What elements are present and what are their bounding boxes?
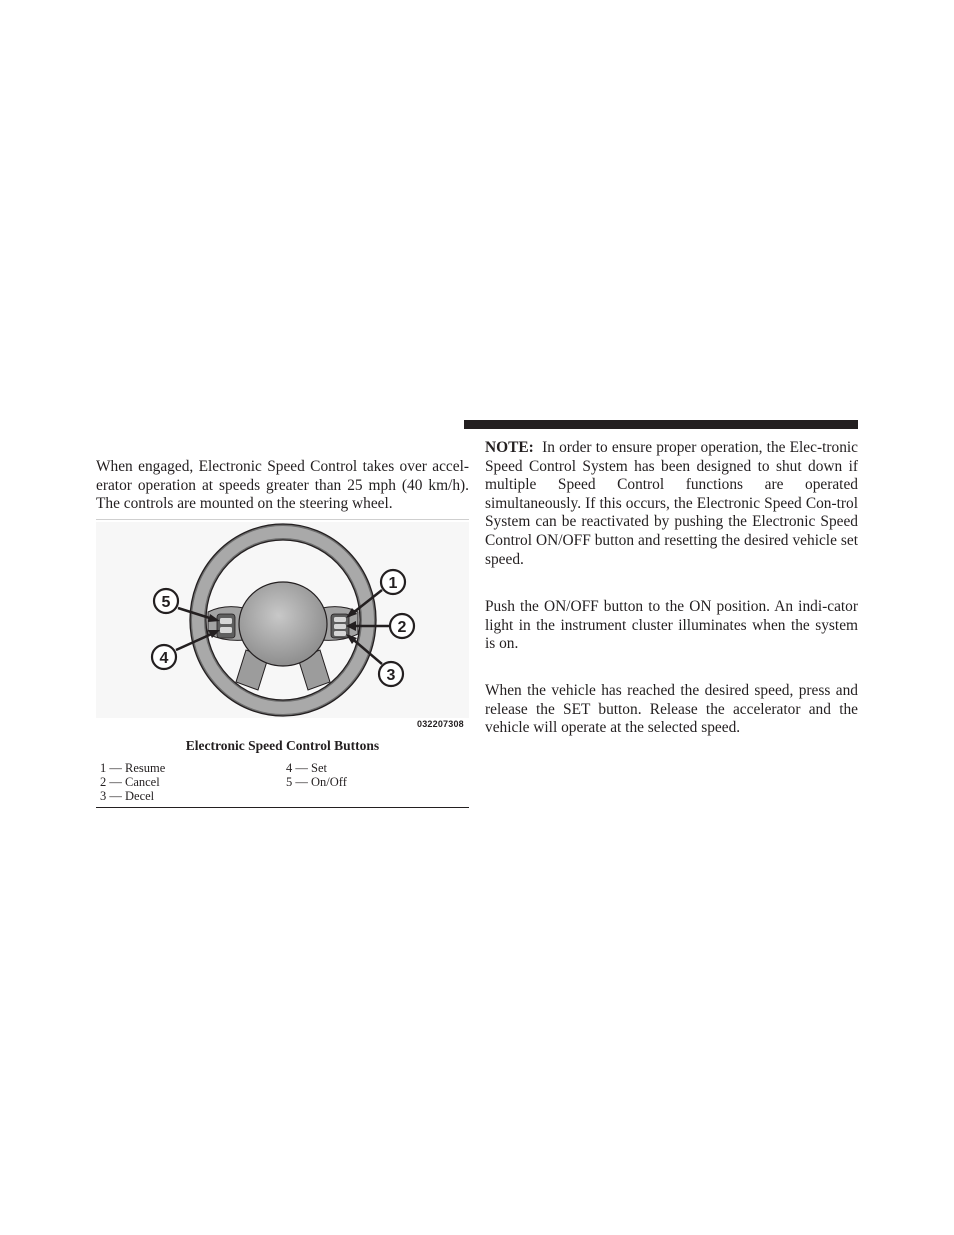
airbag-hub [239, 582, 327, 666]
figure-caption: Electronic Speed Control Buttons [185, 738, 380, 753]
legend-item: 2 — Cancel [100, 775, 160, 789]
figure-code: 032207308 [417, 719, 464, 729]
callout-1-label: 1 [388, 575, 398, 592]
steering-wheel-figure [96, 519, 469, 808]
section-rule [464, 420, 858, 429]
callout-2-label: 2 [397, 619, 407, 636]
set-paragraph: When the vehicle has reached the desired speed, press and release the SET button. Release the accelerator and the vehicle will operate at the selected speed. [485, 682, 858, 737]
legend-item: 1 — Resume [100, 761, 166, 775]
legend-item: 3 — Decel [100, 789, 155, 803]
legend-right [286, 761, 347, 789]
callout-3-label: 3 [386, 667, 396, 684]
callout-4-label: 4 [159, 650, 169, 667]
callout-5-label: 5 [161, 594, 171, 611]
left-button-cluster [217, 614, 235, 638]
note-paragraph [485, 439, 858, 569]
legend-left [100, 761, 165, 803]
intro-paragraph: When engaged, Electronic Speed Control takes over accel-erator operation at speeds greater than 25 mph (40 km/h). The controls are mounted on the steering wheel. [96, 458, 469, 513]
steering-wheel-illustration [96, 522, 469, 718]
note-label: NOTE: [485, 439, 534, 456]
note-text: In order to ensure proper operation, the Elec-tronic Speed Control System has been designed to shut down if multiple Speed Control functions are operated simultaneously. If this occurs, the Electronic Speed Con-trol System can be reactivated by pushing the Electronic Speed Control ON/OFF button and resetting the desired vehicle set speed. [485, 439, 858, 568]
on-off-paragraph: Push the ON/OFF button to the ON position. An indi-cator light in the instrument cluster illuminates when the system is on. [485, 598, 858, 653]
legend-item: 5 — On/Off [286, 775, 347, 789]
legend-item: 4 — Set [286, 761, 327, 775]
